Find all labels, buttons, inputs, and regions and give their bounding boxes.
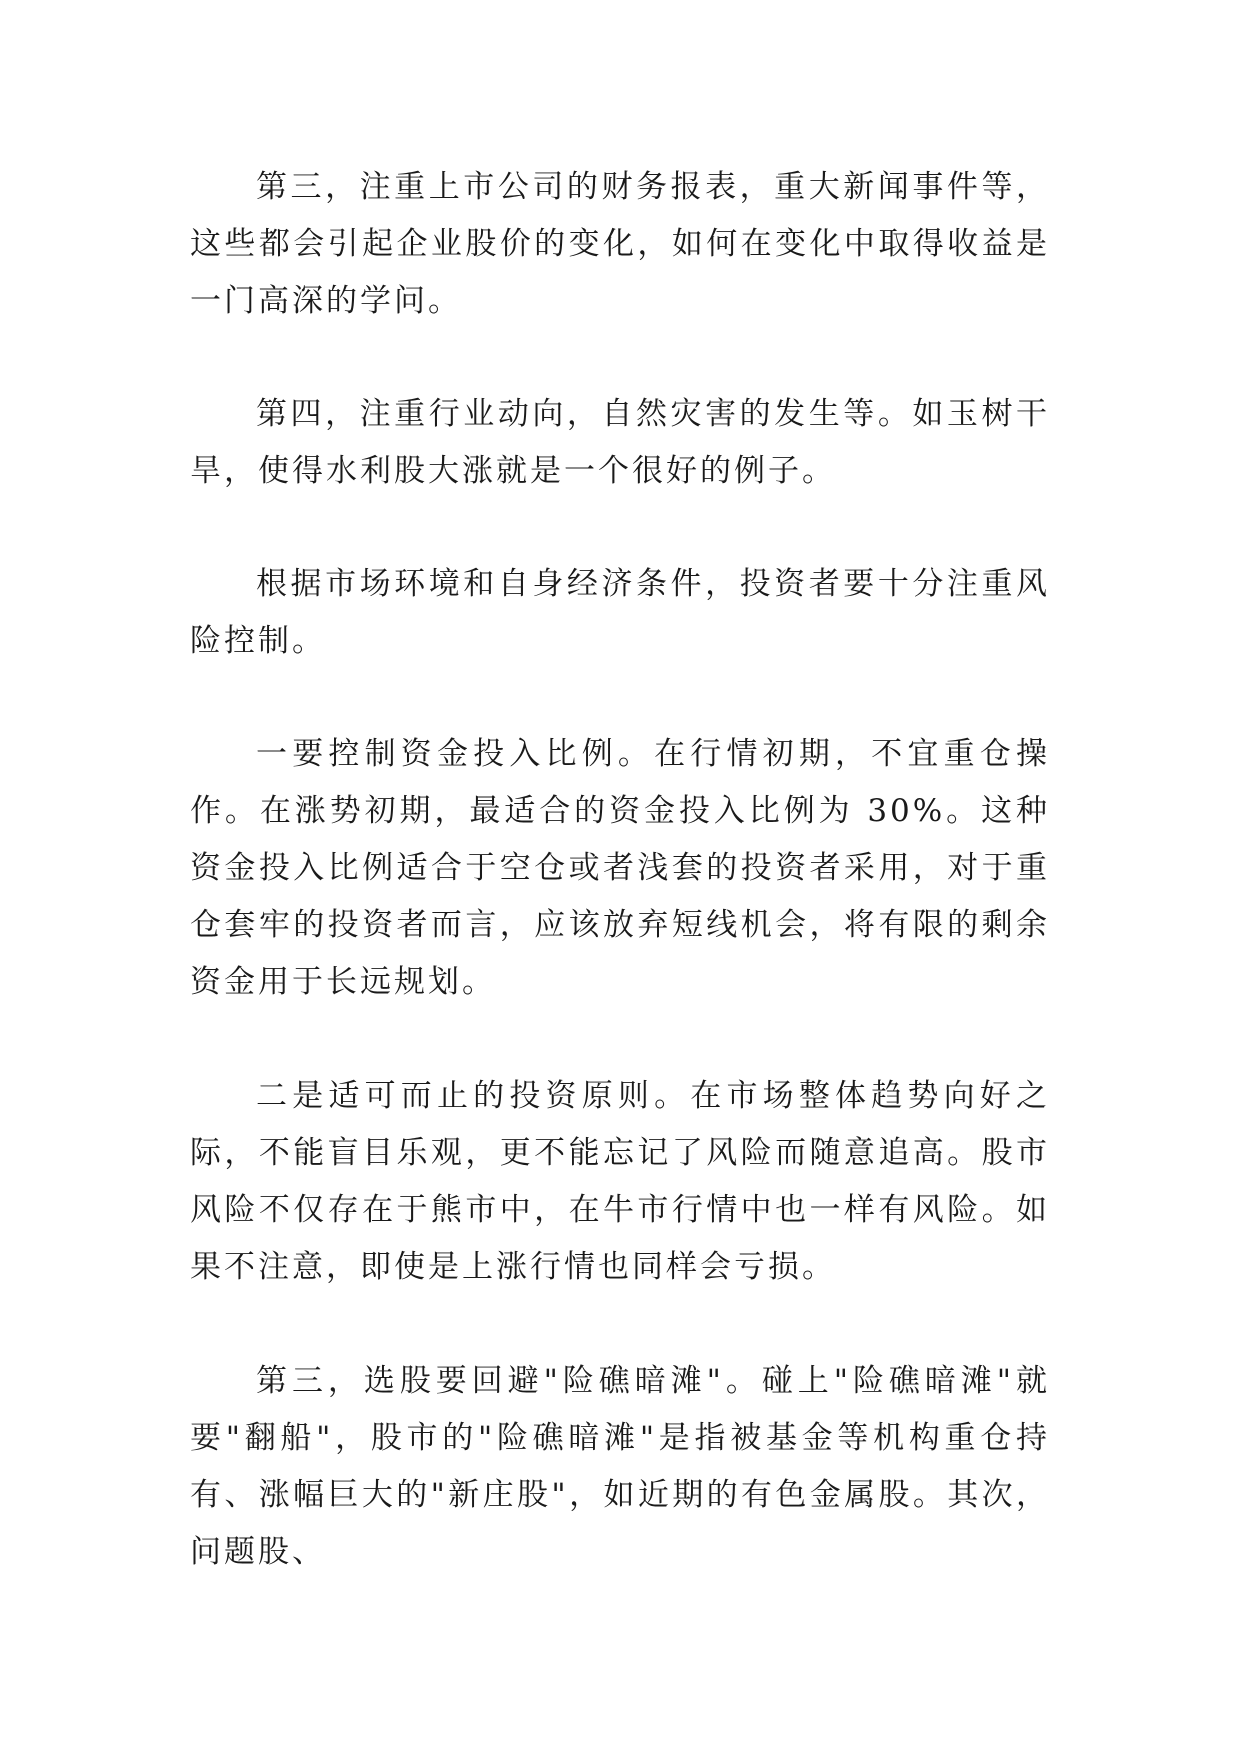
paragraph-financial-reports: 第三，注重上市公司的财务报表，重大新闻事件等，这些都会引起企业股价的变化，如何在变化中取得收益是一门高深的学问。 — [190, 169, 1050, 319]
paragraph-moderation-principle: 二是适可而止的投资原则。在市场整体趋势向好之际，不能盲目乐观，更不能忘记了风险而随意追高。股市风险不仅存在于熊市中，在牛市行情中也一样有风险。如果不注意，即使是上涨行情也同样会亏损。 — [190, 1078, 1050, 1285]
paragraph-industry-trends: 第四，注重行业动向，自然灾害的发生等。如玉树干旱，使得水利股大涨就是一个很好的例子。 — [190, 396, 1050, 489]
paragraph-capital-ratio: 一要控制资金投入比例。在行情初期，不宜重仓操作。在涨势初期，最适合的资金投入比例为 30%。这种资金投入比例适合于空仓或者浅套的投资者采用，对于重仓套牢的投资者而言，应该放弃短线机会，将有限的剩余资金用于长远规划。 — [190, 736, 1050, 1000]
paragraph-stock-selection: 第三，选股要回避"险礁暗滩"。碰上"险礁暗滩"就要"翻船"，股市的"险礁暗滩"是指被基金等机构重仓持有、涨幅巨大的"新庄股"，如近期的有色金属股。其次，问题股、 — [190, 1363, 1050, 1570]
paragraph-risk-control-intro: 根据市场环境和自身经济条件，投资者要十分注重风险控制。 — [190, 566, 1050, 659]
